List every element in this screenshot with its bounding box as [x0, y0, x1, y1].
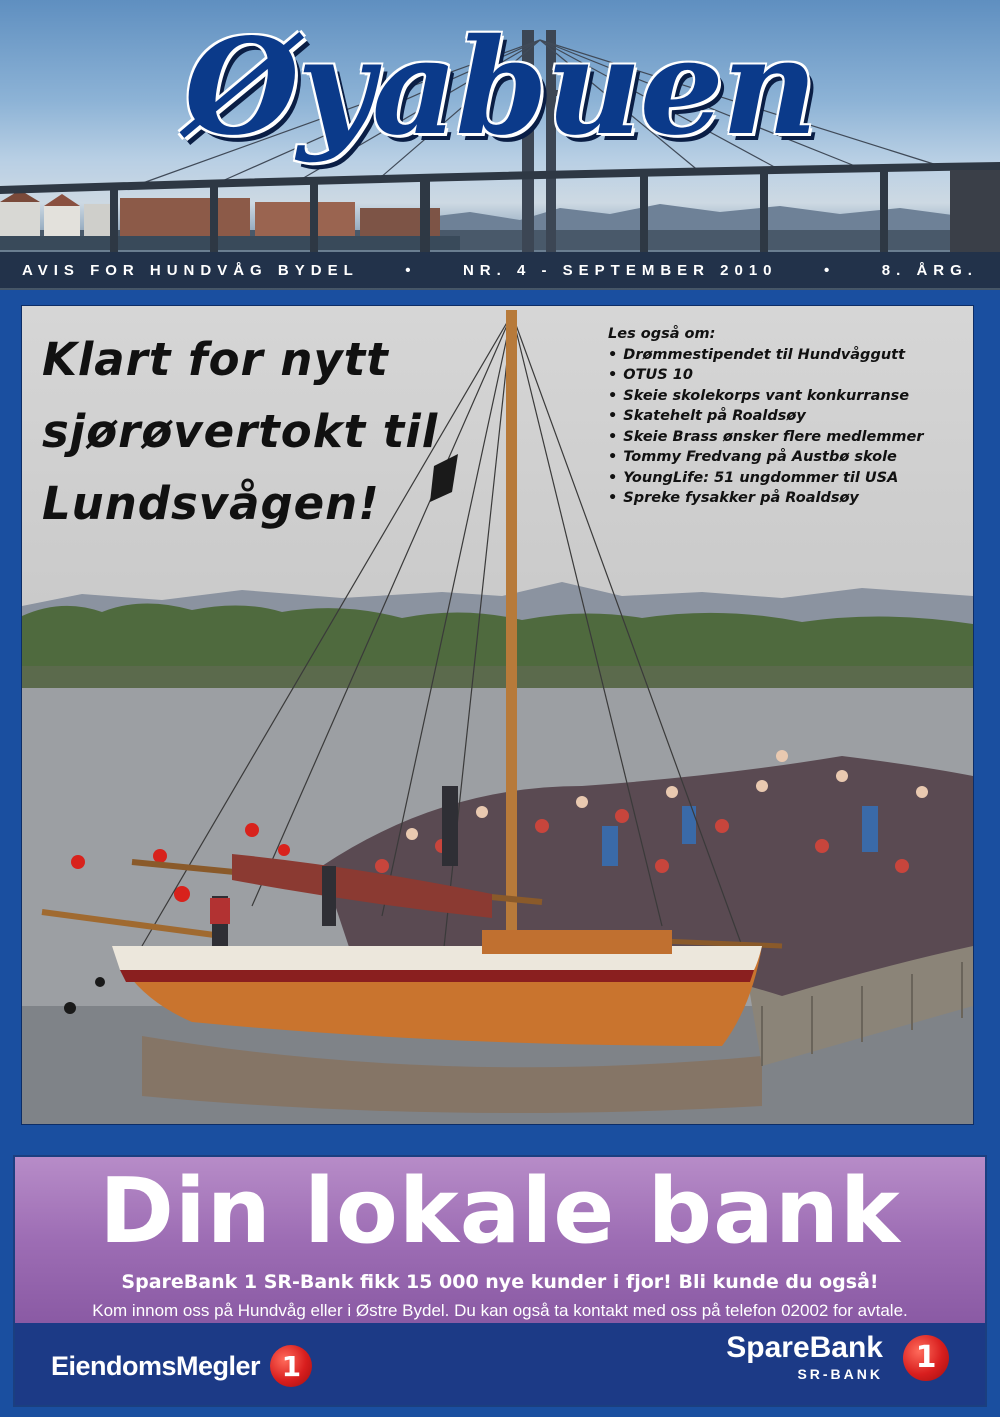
sparebank-name: SpareBank [726, 1331, 883, 1364]
ad-brand-bar [15, 1323, 985, 1407]
strip-separator: • [824, 261, 836, 279]
teaser-item[interactable]: • Skeie skolekorps vant konkurranse [608, 386, 968, 407]
headline-line: Lundsvågen! [42, 477, 380, 530]
sr-bank-label: SR-BANK [797, 1366, 883, 1382]
teaser-item[interactable]: • Tommy Fredvang på Austbø skole [608, 447, 968, 468]
ad-info: Kom innom oss på Hundvåg eller i Østre Bydel. Du kan også ta kontakt med oss på telefon 02002 for avtale. [92, 1301, 908, 1320]
teaser-item[interactable]: • Skeie Brass ønsker flere medlemmer [608, 427, 968, 448]
one-logo-icon: 1 [270, 1345, 312, 1387]
cover-photo [21, 305, 974, 1125]
ad-title: Din lokale bank [99, 1159, 901, 1264]
strip-issue: NR. 4 - SEPTEMBER 2010 [462, 261, 778, 279]
ad-subtitle: SpareBank 1 SR-Bank fikk 15 000 nye kunder i fjor! Bli kunde du også! [121, 1271, 879, 1293]
headline-line: sjørøvertokt til [42, 405, 439, 458]
strip-year: 8. ÅRG. [881, 261, 978, 279]
teaser-item[interactable]: • Spreke fysakker på Roaldsøy [608, 488, 968, 509]
eiendomsmegler-name: EiendomsMegler [51, 1350, 261, 1381]
cover-headline [42, 324, 512, 540]
issue-strip [0, 252, 1000, 288]
strip-publication: AVIS FOR HUNDVÅG BYDEL [22, 261, 359, 279]
strip-separator: • [405, 261, 417, 279]
one-logo-icon: 1 [903, 1335, 949, 1381]
teaser-list [608, 345, 968, 509]
teaser-box [608, 324, 968, 509]
headline-line: Klart for nytt [42, 333, 389, 386]
teaser-item[interactable]: • Skatehelt på Roaldsøy [608, 406, 968, 427]
teaser-item[interactable]: • Drømmestipendet til Hundvåggutt [608, 345, 968, 366]
teaser-heading: Les også om: [608, 326, 716, 342]
masthead-logo: Øyabuen [184, 10, 816, 165]
ad-banner [15, 1157, 985, 1323]
teaser-item[interactable]: • YoungLife: 51 ungdommer til USA [608, 468, 968, 489]
sparebank-names [726, 1333, 883, 1382]
eiendomsmegler-logo[interactable] [51, 1345, 312, 1387]
bank-advertisement[interactable] [13, 1155, 987, 1407]
masthead [0, 0, 1000, 290]
teaser-item[interactable]: • OTUS 10 [608, 365, 968, 386]
sparebank-logo[interactable] [726, 1333, 949, 1382]
